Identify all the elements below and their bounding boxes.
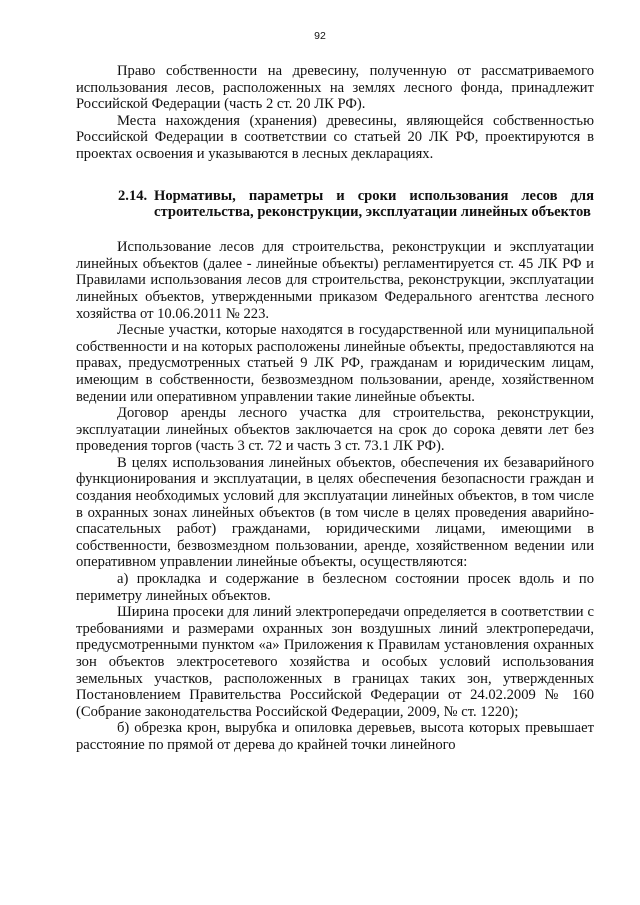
section-heading (118, 188, 594, 222)
paragraph: Ширина просеки для линий электропередачи определяется в соответствии с требованиями и размерами охранных зон воздушных линий электропередачи, предусмотренными пунктом «а» Приложения к Правилам установления охранных зон объектов электросетевого хозяйства и особых условий использования земельных участков, расположенных в границах таких зон, утвержденных Постановлением Правительства Российской Федерации от 24.02.2009 № 160 (Собрание законодательства Российской Федерации, 2009, № ст. 1220); (76, 604, 594, 720)
page-content (76, 63, 594, 754)
paragraph: Места нахождения (хранения) древесины, являющейся собственностью Российской Федерации в соответствии со статьей 20 ЛК РФ, проектируются в проектах освоения и указываются в лесных декларациях. (76, 112, 594, 162)
paragraph: В целях использования линейных объектов, обеспечения их безаварийного функционирования и эксплуатации, в целях обеспечения безопасности граждан и создания необходимых условий для эксплуатации линейных объектов, в том числе в охранных зонах линейных объектов (в том числе в целях проведения аварийно-спасательных работ) гражданами, юридическими лицами, имеющими в собственности, безвозмездном пользовании, аренде, хозяйственном ведении или оперативном управлении линейные объекты, осуществляются: (76, 454, 594, 571)
paragraph: Право собственности на древесину, полученную от рассматриваемого использования лесов, расположенных на землях лесного фонда, принадлежит Российской Федерации (часть 2 ст. 20 ЛК РФ). (76, 63, 594, 113)
page-number: 92 (314, 30, 326, 42)
paragraph: Лесные участки, которые находятся в государственной или муниципальной собственности и на которых расположены линейные объекты, предоставляются на правах, предусмотренных статьей 9 ЛК РФ, гражданам и юридическим лицам, имеющим в собственности, безвозмездном пользовании, аренде, хозяйственном ведении или оперативном управлении такие линейные объекты. (76, 322, 594, 405)
list-item-b: б) обрезка крон, вырубка и опиловка деревьев, высота которых превышает расстояние по прямой от дерева до крайней точки линейного (76, 720, 594, 753)
list-item-a: а) прокладка и содержание в безлесном состоянии просек вдоль и по периметру линейных объектов. (76, 571, 594, 604)
section-number: 2.14. (118, 187, 148, 204)
paragraph: Использование лесов для строительства, реконструкции и эксплуатации линейных объектов (далее - линейные объекты) регламентируется ст. 45 ЛК РФ и Правилами использования лесов для строительства, реконструкции, эксплуатации линейных объектов, утвержденными приказом Федерального агентства лесного хозяйства от 10.06.2011 № 223. (76, 239, 594, 322)
paragraph: Договор аренды лесного участка для строительства, реконструкции, эксплуатации линейных объектов заключается на срок до сорока девяти лет без проведения торгов (часть 3 ст. 72 и часть 3 ст. 73.1 ЛК РФ). (76, 405, 594, 455)
section-title: Нормативы, параметры и сроки использования лесов для строительства, реконструкции, эксплуатации линейных объектов (154, 187, 594, 221)
